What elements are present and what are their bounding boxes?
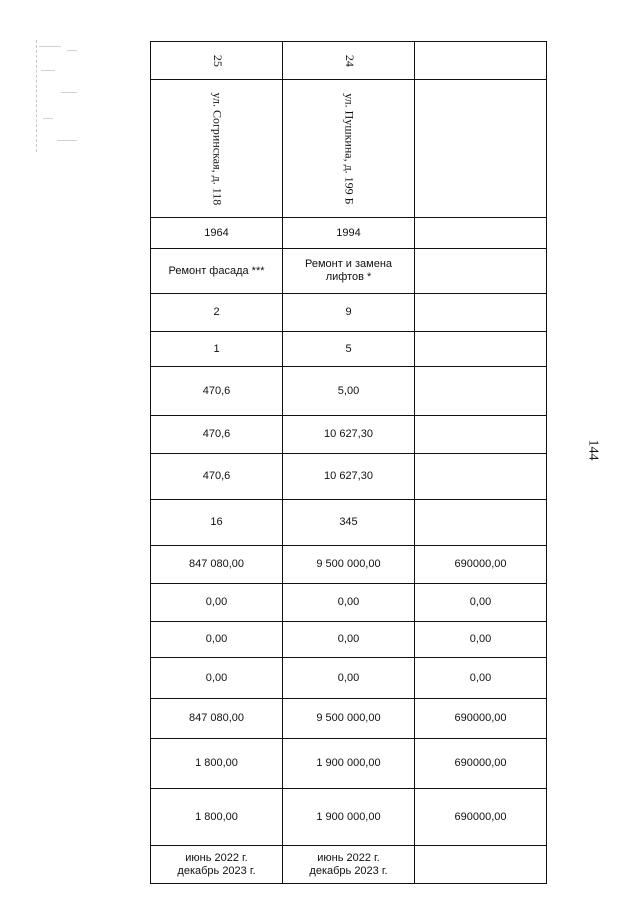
table-cell: ул. Согринская, д. 118 — [151, 80, 283, 218]
table-cell: 5,00 — [283, 367, 415, 416]
table-cell — [415, 367, 547, 416]
table-cell: ул. Пушкина, д. 199 Б — [283, 80, 415, 218]
table-cell — [415, 332, 547, 367]
table-cell: 1964 — [151, 218, 283, 249]
table-cell: 16 — [151, 500, 283, 546]
table-cell: 9 500 000,00 — [283, 546, 415, 584]
table-cell — [415, 80, 547, 218]
table-cell: 0,00 — [151, 622, 283, 658]
table-cell: 0,00 — [415, 584, 547, 622]
table-cell: 10 627,30 — [283, 416, 415, 454]
table-row — [151, 789, 547, 846]
table-cell — [415, 500, 547, 546]
table-cell — [283, 249, 415, 294]
cell-line: декабрь 2023 г. — [177, 864, 256, 877]
table-cell: 690000,00 — [415, 699, 547, 739]
table-cell: 25 — [151, 42, 283, 80]
page-number: 144 — [585, 439, 600, 461]
table-row — [151, 622, 547, 658]
table-row — [151, 584, 547, 622]
table-cell — [415, 416, 547, 454]
table-cell — [283, 846, 415, 884]
table-cell: 24 — [283, 42, 415, 80]
table-row — [151, 80, 547, 218]
table-cell — [415, 218, 547, 249]
cell-line: декабрь 2023 г. — [309, 864, 388, 877]
table-cell: 0,00 — [283, 622, 415, 658]
table-cell: 0,00 — [151, 584, 283, 622]
table-cell: 470,6 — [151, 454, 283, 500]
table-cell: 470,6 — [151, 367, 283, 416]
table-cell: 1 900 000,00 — [283, 739, 415, 789]
cell-line: Ремонт и замена — [304, 258, 393, 271]
table-cell — [415, 454, 547, 500]
table-row — [151, 846, 547, 884]
table-row — [151, 658, 547, 699]
table-cell: 9 — [283, 294, 415, 332]
table-cell: Ремонт фасада *** — [151, 249, 283, 294]
table-row — [151, 546, 547, 584]
table-cell — [415, 846, 547, 884]
table-cell: 690000,00 — [415, 739, 547, 789]
table-cell: 690000,00 — [415, 789, 547, 846]
table-row — [151, 699, 547, 739]
cell-line: лифтов * — [325, 271, 372, 283]
table-row — [151, 332, 547, 367]
cell-line: июнь 2022 г. — [317, 851, 380, 864]
table-cell: 2 — [151, 294, 283, 332]
table-row — [151, 739, 547, 789]
table-cell: 1 800,00 — [151, 789, 283, 846]
table-row — [151, 416, 547, 454]
table-cell: 470,6 — [151, 416, 283, 454]
table-cell: 847 080,00 — [151, 699, 283, 739]
table-cell: 0,00 — [283, 658, 415, 699]
table-cell — [415, 249, 547, 294]
table-row — [151, 500, 547, 546]
table-cell: 1 900 000,00 — [283, 789, 415, 846]
table-row — [151, 367, 547, 416]
data-table — [150, 41, 547, 884]
table-cell: 10 627,30 — [283, 454, 415, 500]
table-row — [151, 218, 547, 249]
table-cell: 9 500 000,00 — [283, 699, 415, 739]
table-cell: 345 — [283, 500, 415, 546]
stamp-mark — [36, 40, 79, 152]
table-cell: 0,00 — [151, 658, 283, 699]
table-cell: 690000,00 — [415, 546, 547, 584]
table-row — [151, 454, 547, 500]
table-cell — [415, 294, 547, 332]
table-cell: 0,00 — [415, 622, 547, 658]
table-cell — [415, 42, 547, 80]
table-cell: 1994 — [283, 218, 415, 249]
table-row — [151, 249, 547, 294]
table-cell: 0,00 — [415, 658, 547, 699]
table-cell — [151, 846, 283, 884]
table-row — [151, 294, 547, 332]
table-cell: 0,00 — [283, 584, 415, 622]
table-row — [151, 42, 547, 80]
table-cell: 1 800,00 — [151, 739, 283, 789]
table-cell: 5 — [283, 332, 415, 367]
table-cell: 847 080,00 — [151, 546, 283, 584]
cell-line: июнь 2022 г. — [185, 851, 248, 864]
table-cell: 1 — [151, 332, 283, 367]
